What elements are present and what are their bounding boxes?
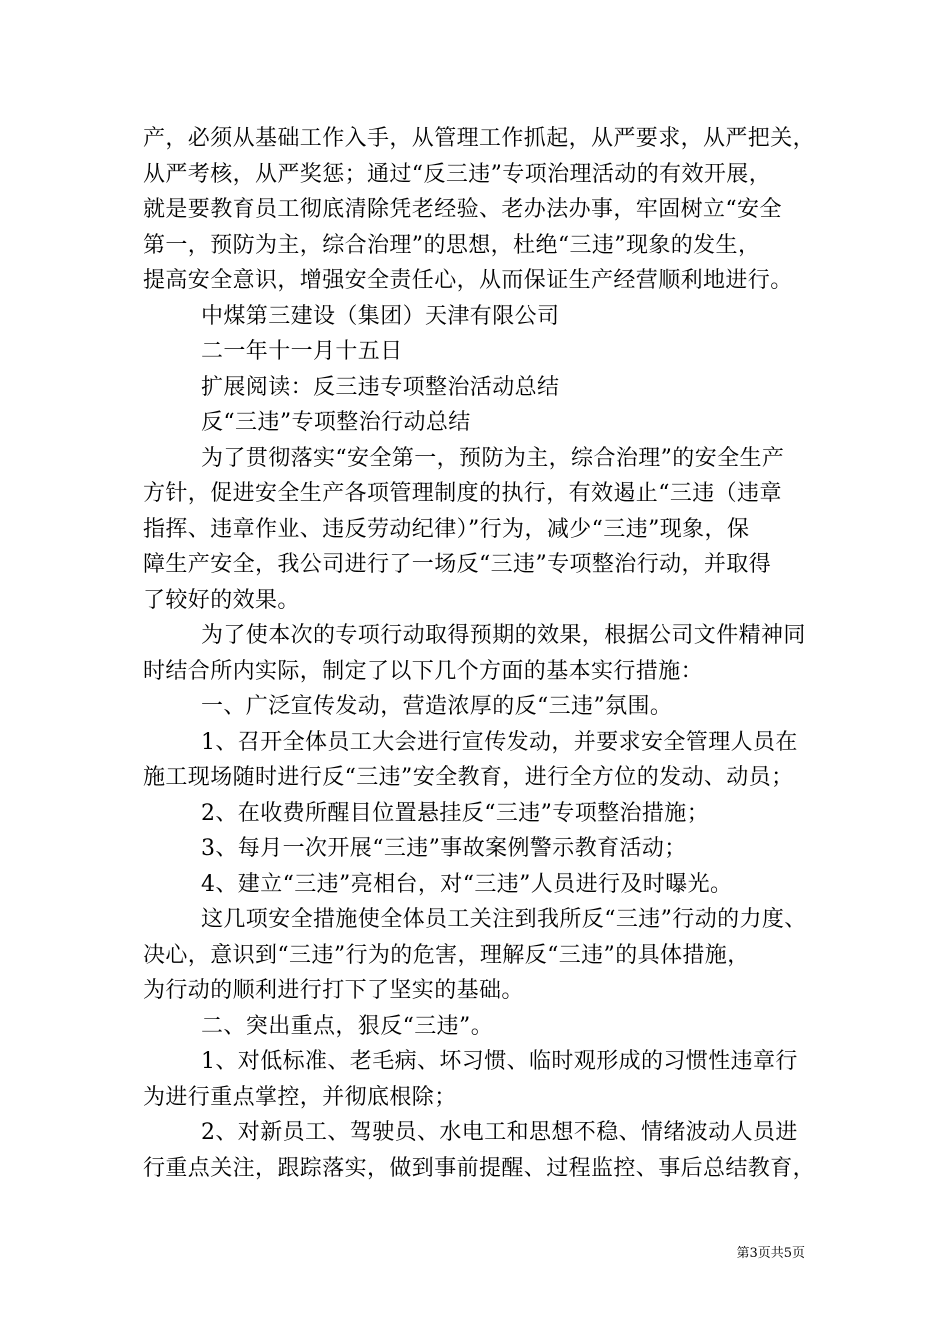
page-number: 第3页共5页 [736, 1246, 805, 1261]
text-line: 了较好的效果。 [143, 587, 300, 613]
text-line: 为了贯彻落实“安全第一，预防为主，综合治理”的安全生产 [201, 445, 785, 471]
text-line: 二一年十一月十五日 [201, 339, 403, 364]
text-line: 方针，促进安全生产各项管理制度的执行，有效遏止“三违（违章 [143, 481, 782, 506]
text-line: 一、广泛宣传发动，营造浓厚的反“三违”氛围。 [201, 694, 673, 719]
text-line: 从严考核，从严奖惩；通过“反三违”专项治理活动的有效开展， [143, 161, 772, 187]
text-line: 2、对新员工、驾驶员、水电工和思想不稳、情绪波动人员进 [201, 1120, 798, 1145]
text-line: 为行动的顺利进行打下了坚实的基础。 [143, 978, 524, 1003]
text-line: 就是要教育员工彻底清除凭老经验、老办法办事，牢固树立“安全 [143, 197, 782, 222]
text-line: 2、在收费所醒目位置悬挂反“三违”专项整治措施； [201, 800, 710, 826]
text-line: 产，必须从基础工作入手，从管理工作抓起，从严要求，从严把关， [143, 126, 816, 151]
text-line: 时结合所内实际，制定了以下几个方面的基本实行措施： [143, 658, 704, 684]
text-line: 中煤第三建设（集团）天津有限公司 [201, 303, 560, 329]
text-line: 为进行重点掌控，并彻底根除； [143, 1084, 457, 1110]
text-line: 决心，意识到“三违”行为的危害，理解反“三违”的具体措施， [143, 942, 750, 968]
text-line: 反“三违”专项整治行动总结 [201, 410, 471, 435]
text-line: 1、对低标准、老毛病、坏习惯、临时观形成的习惯性违章行 [201, 1049, 798, 1074]
document-body [143, 121, 823, 1186]
text-line: 为了使本次的专项行动取得预期的效果，根据公司文件精神同 [201, 623, 806, 648]
text-line: 4、建立“三违”亮相台，对“三违”人员进行及时曝光。 [201, 871, 733, 897]
text-line: 第一，预防为主，综合治理”的思想，杜绝“三违”现象的发生， [143, 232, 761, 258]
text-line: 3、每月一次开展“三违”事故案例警示教育活动； [201, 836, 687, 861]
text-line: 障生产安全，我公司进行了一场反“三违”专项整治行动，并取得 [143, 552, 772, 577]
text-line: 提高安全意识，增强安全责任心，从而保证生产经营顺利地进行。 [143, 268, 793, 293]
text-line: 施工现场随时进行反“三违”安全教育，进行全方位的发动、动员； [143, 765, 794, 790]
text-line: 扩展阅读：反三违专项整治活动总结 [201, 374, 560, 400]
text-line: 这几项安全措施使全体员工关注到我所反“三违”行动的力度、 [201, 907, 807, 932]
text-line: 二、突出重点，狠反“三违”。 [201, 1013, 494, 1039]
text-line: 1、召开全体员工大会进行宣传发动，并要求安全管理人员在 [201, 729, 798, 755]
text-line: 指挥、违章作业、违反劳动纪律）”行为，减少“三违”现象，保 [143, 516, 750, 542]
text-line: 行重点关注，跟踪落实，做到事前提醒、过程监控、事后总结教育， [143, 1155, 816, 1181]
